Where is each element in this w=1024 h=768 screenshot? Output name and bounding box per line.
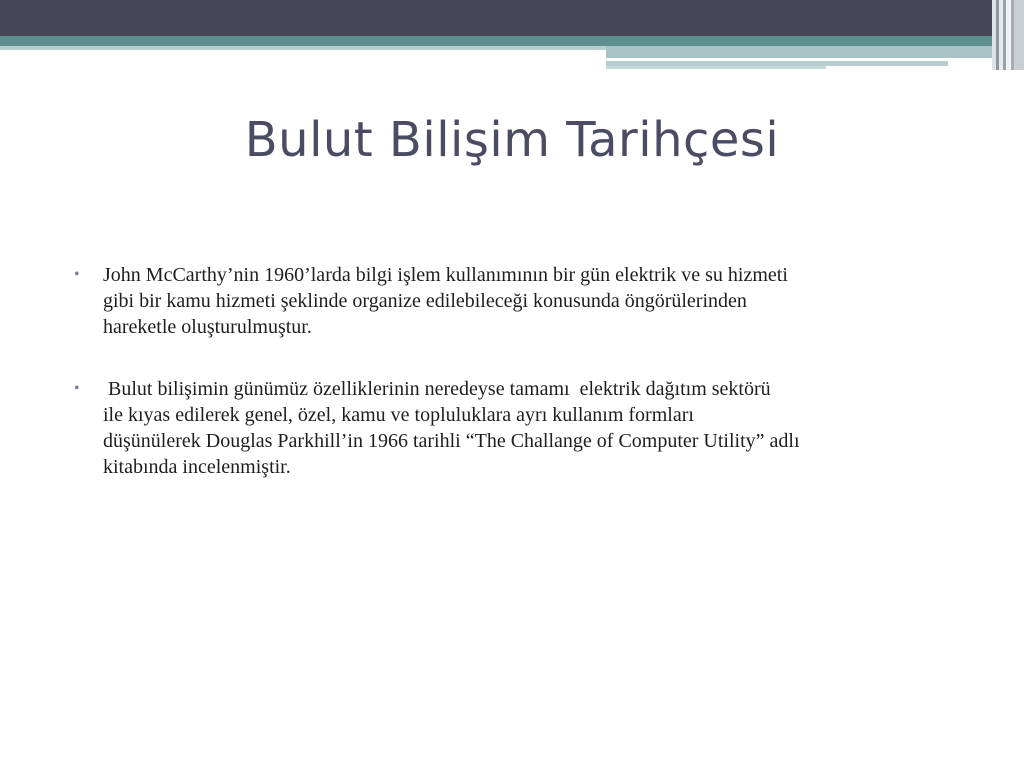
bullet-marker: • xyxy=(74,380,80,397)
bullet-line: John McCarthy’nin 1960’larda bilgi işlem kullanımının bir gün elektrik ve su hizmeti xyxy=(103,264,788,286)
slide-title: Bulut Bilişim Tarihçesi xyxy=(244,112,780,168)
header-band-light xyxy=(0,46,606,50)
header-stripes-decoration xyxy=(992,0,1024,70)
header-line-accent-short xyxy=(606,66,826,69)
bullet-line: gibi bir kamu hizmeti şeklinde organize edilebileceği konusunda öngörülerinden xyxy=(103,290,747,312)
bullet-line: hareketle oluşturulmuştur. xyxy=(103,316,312,338)
slide-content xyxy=(72,262,972,516)
bullet-line: ile kıyas edilerek genel, özel, kamu ve topluluklara ayrı kullanım formları xyxy=(103,404,694,426)
bullet-line: kitabında incelenmiştir. xyxy=(103,456,291,478)
header-band-teal xyxy=(0,36,1024,46)
bullet-item xyxy=(72,262,972,340)
bullet-item xyxy=(72,376,972,480)
bullet-line: Bulut bilişimin günümüz özelliklerinin neredeyse tamamı elektrik dağıtım sektörü xyxy=(103,378,771,400)
header-band-right xyxy=(606,46,1024,58)
bullet-line: düşünülerek Douglas Parkhill’in 1966 tarihli “The Challange of Computer Utility” adlı xyxy=(103,430,800,452)
bullet-marker: • xyxy=(74,266,80,283)
header-band-dark xyxy=(0,0,1024,36)
